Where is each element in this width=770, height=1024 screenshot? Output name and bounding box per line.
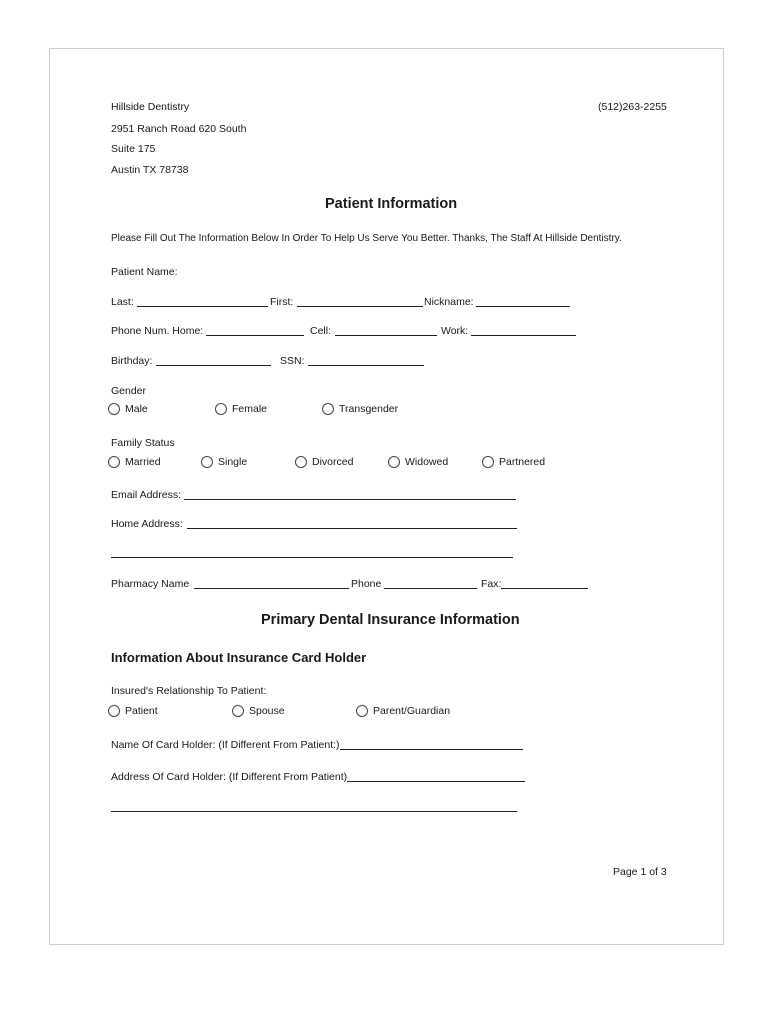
card-holder-address-label: Address Of Card Holder: (If Different From Patient) (111, 771, 348, 783)
practice-phone: (512)263-2255 (598, 101, 667, 113)
cell-phone-field[interactable] (335, 335, 437, 336)
option-label: Widowed (405, 456, 449, 468)
relationship-label: Insured's Relationship To Patient: (111, 685, 267, 697)
first-name-field[interactable] (297, 306, 423, 307)
relationship-spouse-option[interactable] (232, 705, 285, 717)
gender-female-option[interactable] (215, 403, 267, 415)
home-phone-field[interactable] (206, 335, 304, 336)
address-line-2: Suite 175 (111, 143, 156, 155)
card-holder-address-field[interactable] (347, 781, 525, 782)
family-partnered-option[interactable] (482, 456, 545, 468)
pharmacy-phone-field[interactable] (384, 588, 477, 589)
birthday-label: Birthday: (111, 355, 153, 367)
card-holder-name-field[interactable] (340, 749, 523, 750)
option-label: Married (125, 456, 161, 468)
email-label: Email Address: (111, 489, 182, 501)
ssn-field[interactable] (308, 365, 424, 366)
first-name-label: First: (270, 296, 294, 308)
option-label: Partnered (499, 456, 546, 468)
radio-icon[interactable] (388, 456, 400, 468)
intro-text: Please Fill Out The Information Below In Order To Help Us Serve You Better. Thanks, The Staff At Hillside Dentistry. (111, 233, 622, 244)
pharmacy-name-label: Pharmacy Name (111, 578, 190, 590)
radio-icon[interactable] (108, 403, 120, 415)
gender-male-option[interactable] (108, 403, 148, 415)
birthday-field[interactable] (156, 365, 271, 366)
radio-icon[interactable] (215, 403, 227, 415)
practice-name: Hillside Dentistry (111, 101, 190, 113)
option-label: Patient (125, 705, 158, 717)
family-widowed-option[interactable] (388, 456, 448, 468)
radio-icon[interactable] (322, 403, 334, 415)
radio-icon[interactable] (108, 456, 120, 468)
email-field[interactable] (184, 499, 516, 500)
pharmacy-name-field[interactable] (194, 588, 349, 589)
radio-icon[interactable] (232, 705, 244, 717)
radio-icon[interactable] (482, 456, 494, 468)
work-phone-label: Work: (441, 325, 469, 337)
radio-icon[interactable] (201, 456, 213, 468)
gender-label: Gender (111, 385, 147, 397)
home-address-field[interactable] (187, 528, 517, 529)
address-line-3: Austin TX 78738 (111, 164, 189, 176)
pharmacy-phone-label: Phone (351, 578, 382, 590)
card-holder-address-field-2[interactable] (111, 811, 517, 812)
option-label: Single (218, 456, 248, 468)
pharmacy-fax-label: Fax: (481, 578, 502, 590)
option-label: Spouse (249, 705, 285, 717)
insurance-section-title: Primary Dental Insurance Information (261, 612, 520, 628)
family-divorced-option[interactable] (295, 456, 353, 468)
option-label: Transgender (339, 403, 399, 415)
ssn-label: SSN: (280, 355, 305, 367)
home-address-field-2[interactable] (111, 557, 513, 558)
relationship-patient-option[interactable] (108, 705, 158, 717)
nickname-field[interactable] (476, 306, 570, 307)
cell-phone-label: Cell: (310, 325, 332, 337)
address-line-1: 2951 Ranch Road 620 South (111, 123, 247, 135)
form-title: Patient Information (325, 196, 458, 212)
gender-transgender-option[interactable] (322, 403, 398, 415)
option-label: Parent/Guardian (373, 705, 451, 717)
card-holder-section-title: Information About Insurance Card Holder (111, 650, 367, 665)
last-name-label: Last: (111, 296, 134, 308)
page-number: Page 1 of 3 (613, 866, 667, 878)
pharmacy-fax-field[interactable] (501, 588, 588, 589)
family-status-label: Family Status (111, 437, 175, 449)
family-single-option[interactable] (201, 456, 247, 468)
family-married-option[interactable] (108, 456, 161, 468)
relationship-parent-guardian-option[interactable] (356, 705, 450, 717)
option-label: Female (232, 403, 268, 415)
option-label: Male (125, 403, 148, 415)
home-phone-label: Phone Num. Home: (111, 325, 204, 337)
nickname-label: Nickname: (424, 296, 474, 308)
card-holder-name-label: Name Of Card Holder: (If Different From Patient:) (111, 739, 340, 751)
patient-name-label: Patient Name: (111, 266, 178, 278)
last-name-field[interactable] (137, 306, 268, 307)
home-address-label: Home Address: (111, 518, 183, 530)
work-phone-field[interactable] (471, 335, 576, 336)
radio-icon[interactable] (356, 705, 368, 717)
option-label: Divorced (312, 456, 354, 468)
radio-icon[interactable] (295, 456, 307, 468)
radio-icon[interactable] (108, 705, 120, 717)
